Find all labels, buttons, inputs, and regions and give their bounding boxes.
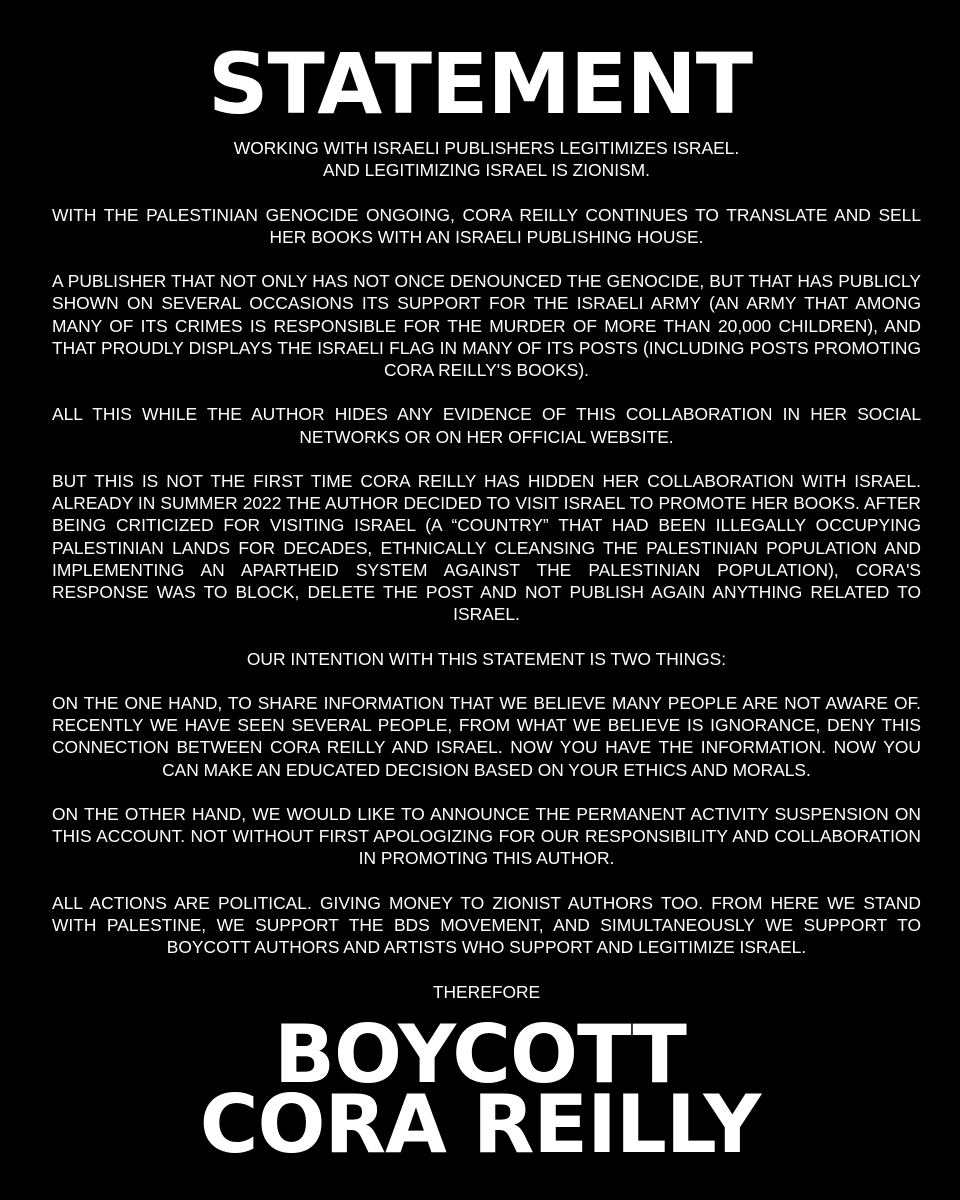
- paragraph-other-hand: ON THE OTHER HAND, WE WOULD LIKE TO ANNOUNCE THE PERMANENT ACTIVITY SUSPENSION ON THIS ACCOUNT. NOT WITHOUT FIRST APOLOGIZING FOR OUR RESPONSIBILITY AND COLLABORATION IN PROMOTING THIS AUTHOR.: [52, 803, 921, 869]
- paragraph-intro: [52, 137, 921, 181]
- statement-body: [52, 137, 921, 1025]
- author-name-line: CORA REILLY: [199, 1078, 761, 1171]
- intro-line: WORKING WITH ISRAELI PUBLISHERS LEGITIMIZES ISRAEL.: [233, 138, 740, 158]
- paragraph-intention: OUR INTENTION WITH THIS STATEMENT IS TWO THINGS:: [246, 648, 727, 669]
- paragraph-political: ALL ACTIONS ARE POLITICAL. GIVING MONEY TO ZIONIST AUTHORS TOO. FROM HERE WE STAND WITH PALESTINE, WE SUPPORT THE BDS MOVEMENT, AND SIMULTANEOUSLY WE SUPPORT TO BOYCOTT AUTHORS AND ARTISTS WHO SUPPORT AND LEGITIMIZE ISRAEL.: [52, 892, 921, 958]
- paragraph-hiding: ALL THIS WHILE THE AUTHOR HIDES ANY EVIDENCE OF THIS COLLABORATION IN HER SOCIAL NETWORKS OR ON HER OFFICIAL WEBSITE.: [52, 404, 921, 447]
- page-title: STATEMENT: [207, 35, 752, 133]
- paragraph-therefore: THEREFORE: [432, 981, 541, 1002]
- intro-line: AND LEGITIMIZING ISRAEL IS ZIONISM.: [323, 160, 650, 181]
- boycott-line: BOYCOTT: [274, 1008, 686, 1101]
- paragraph-genocide: WITH THE PALESTINIAN GENOCIDE ONGOING, CORA REILLY CONTINUES TO TRANSLATE AND SELL HER BOOKS WITH AN ISRAELI PUBLISHING HOUSE.: [52, 204, 921, 247]
- paragraph-history: BUT THIS IS NOT THE FIRST TIME CORA REILLY HAS HIDDEN HER COLLABORATION WITH ISRAEL. ALREADY IN SUMMER 2022 THE AUTHOR DECIDED TO VISIT ISRAEL TO PROMOTE HER BOOKS. AFTER BEING CRITICIZED FOR VISITING ISRAEL (A “COUNTRY” THAT HAD BEEN ILLEGALLY OCCUPYING PALESTINIAN LANDS FOR DECADES, ETHNICALLY CLEANSING THE PALESTINIAN POPULATION AND IMPLEMENTING AN APARTHEID SYSTEM AGAINST THE PALESTINIAN POPULATION), CORA'S RESPONSE WAS TO BLOCK, DELETE THE POST AND NOT PUBLISH AGAIN ANYTHING RELATED TO ISRAEL.: [52, 470, 921, 625]
- boycott-heading: [0, 1008, 960, 1171]
- paragraph-publisher: A PUBLISHER THAT NOT ONLY HAS NOT ONCE DENOUNCED THE GENOCIDE, BUT THAT HAS PUBLICLY SHOWN ON SEVERAL OCCASIONS ITS SUPPORT FOR THE ISRAELI ARMY (AN ARMY THAT AMONG MANY OF ITS CRIMES IS RESPONSIBLE FOR THE MURDER OF MORE THAN 20,000 CHILDREN), AND THAT PROUDLY DISPLAYS THE ISRAELI FLAG IN MANY OF ITS POSTS (INCLUDING POSTS PROMOTING CORA REILLY'S BOOKS).: [52, 271, 921, 380]
- paragraph-one-hand: ON THE ONE HAND, TO SHARE INFORMATION THAT WE BELIEVE MANY PEOPLE ARE NOT AWARE OF. RECENTLY WE HAVE SEEN SEVERAL PEOPLE, FROM WHAT WE BELIEVE IS IGNORANCE, DENY THIS CONNECTION BETWEEN CORA REILLY AND ISRAEL. NOW YOU HAVE THE INFORMATION. NOW YOU CAN MAKE AN EDUCATED DECISION BASED ON YOUR ETHICS AND MORALS.: [52, 692, 921, 780]
